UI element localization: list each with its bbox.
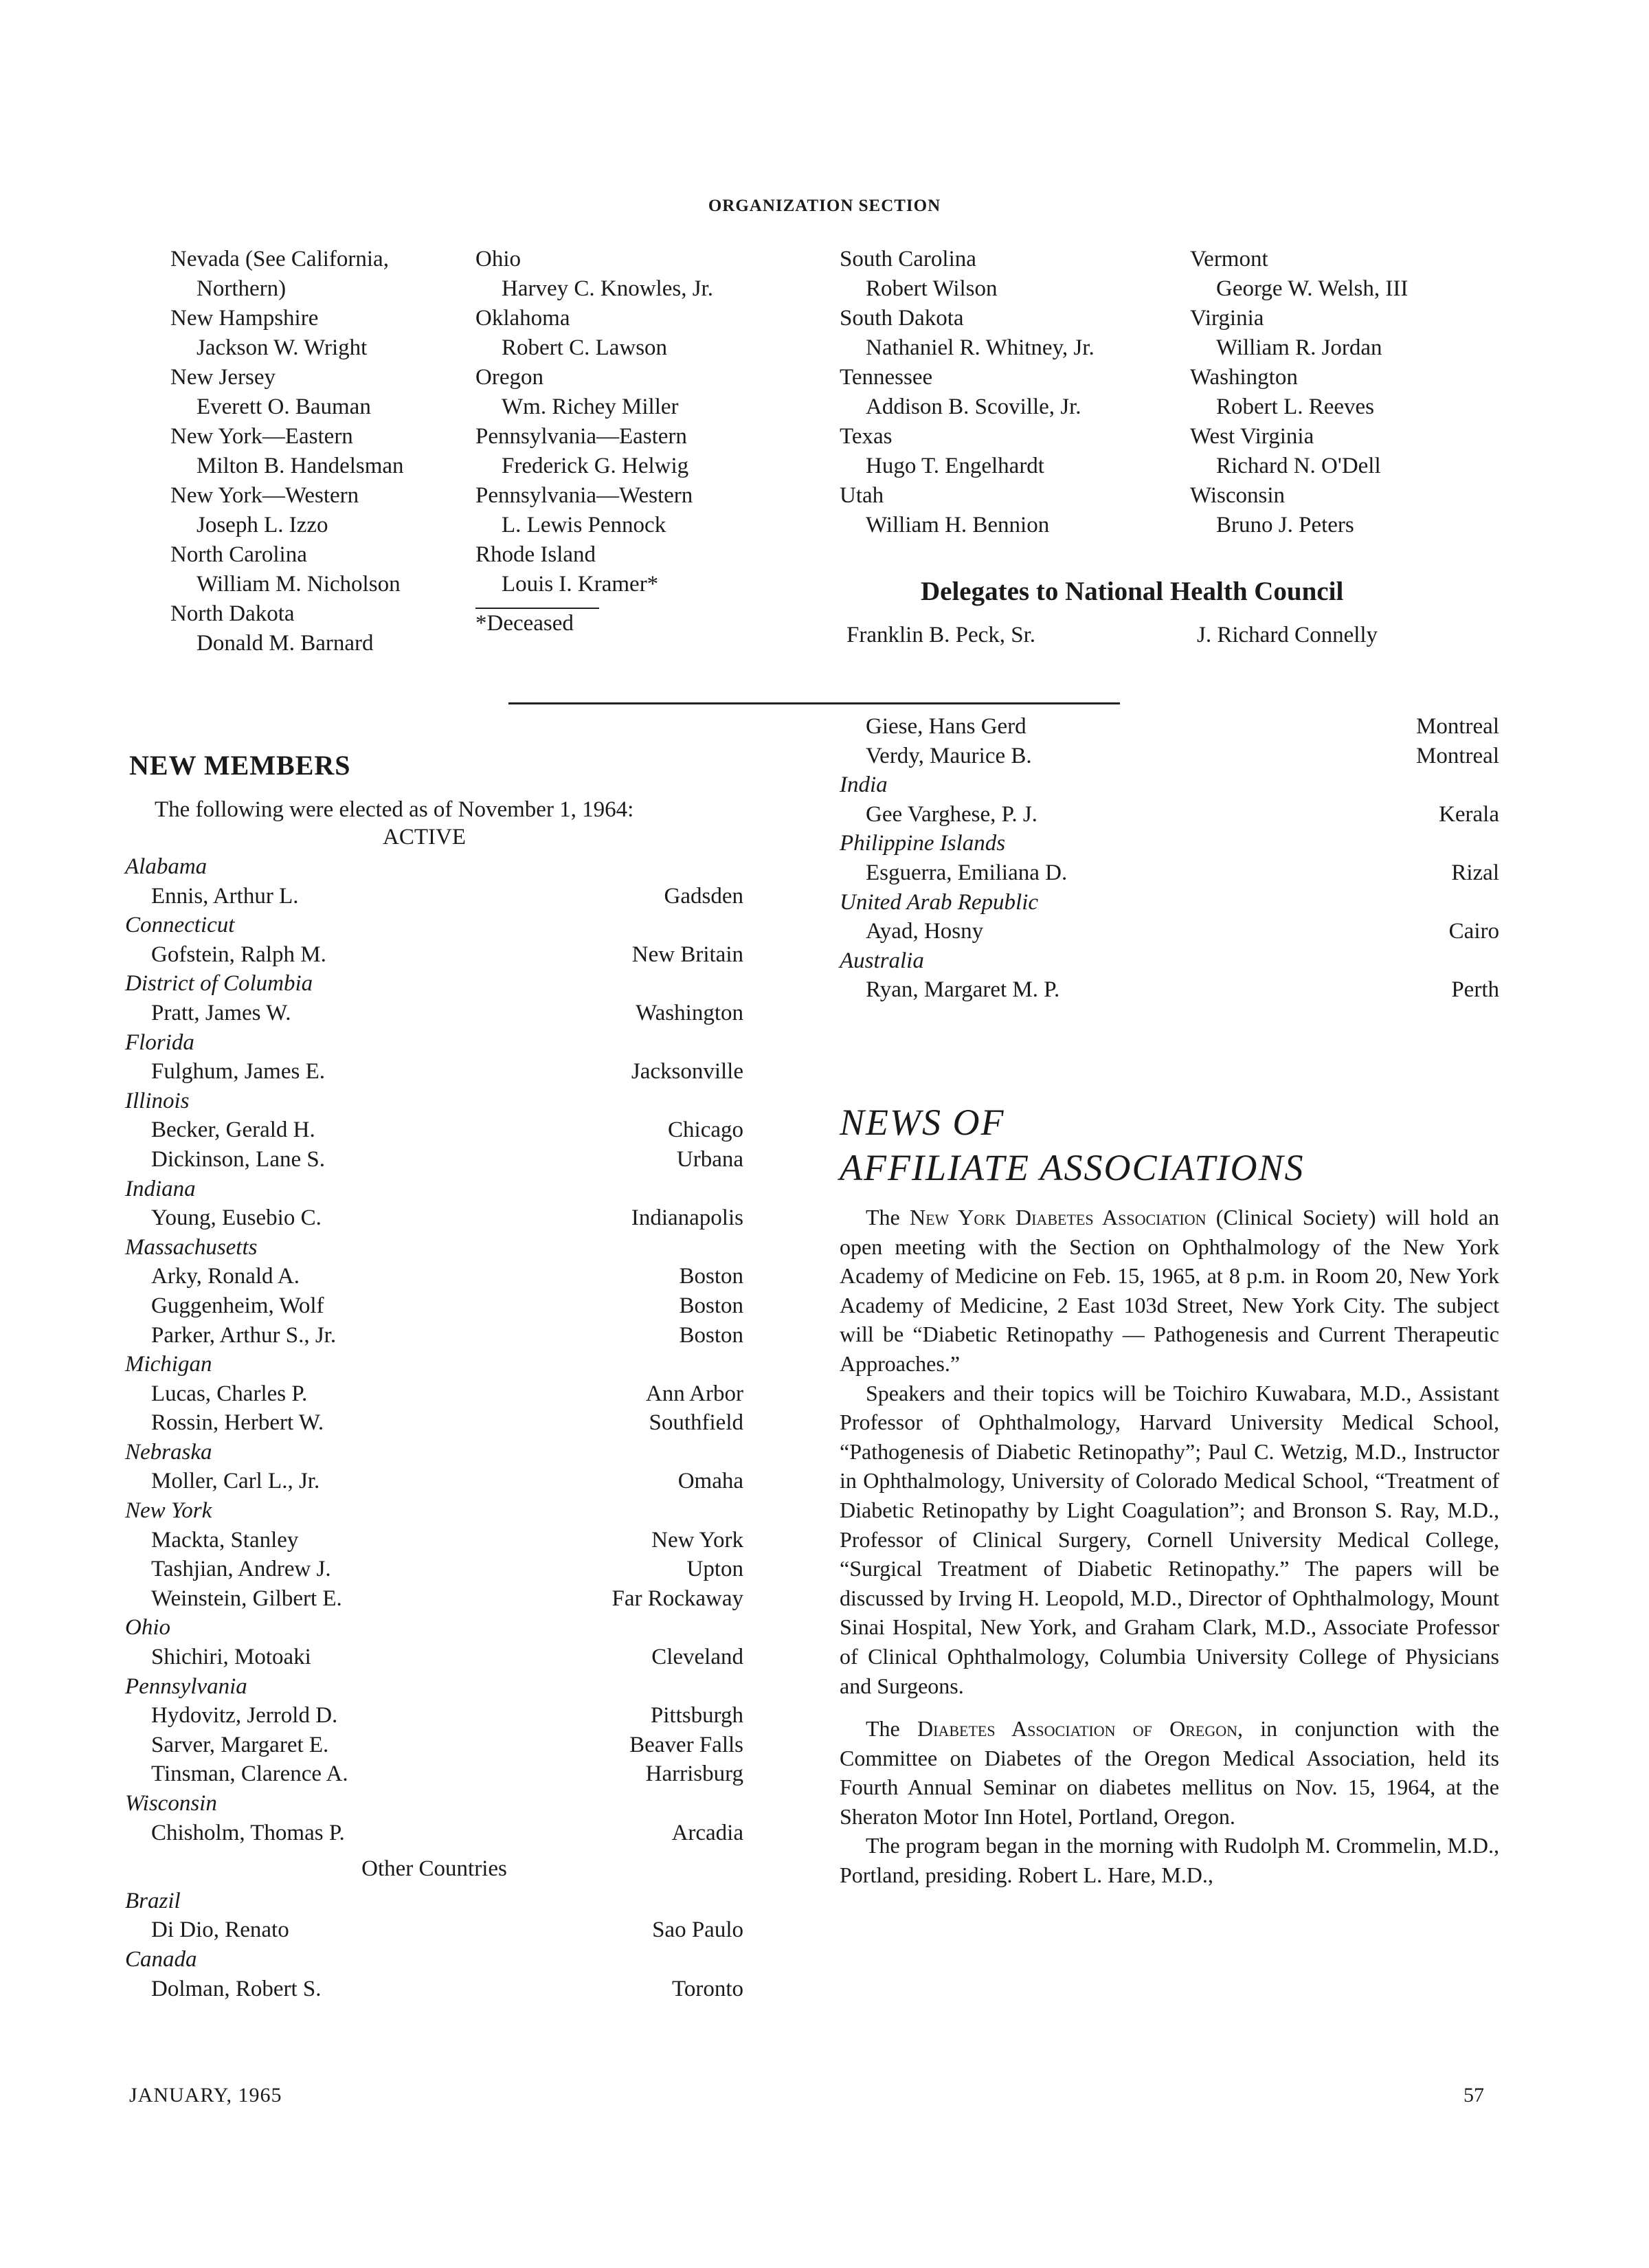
nhc-heading: Delegates to National Health Council <box>921 577 1344 606</box>
member-row <box>125 1555 743 1584</box>
region-heading: Pennsylvania <box>125 1674 247 1699</box>
member-name: Tashjian, Andrew J. <box>151 1557 331 1582</box>
state-name: Washington <box>1190 365 1298 390</box>
member-city: Montreal <box>1416 714 1499 739</box>
member-name: Di Dio, Renato <box>151 1917 289 1943</box>
member-row <box>125 940 743 970</box>
member-row <box>840 858 1499 888</box>
roster-entry <box>475 422 713 481</box>
member-city: Arcadia <box>671 1820 743 1845</box>
member-city: Sao Paulo <box>652 1917 743 1943</box>
member-row <box>125 1819 743 1848</box>
member-city: Urbana <box>676 1146 743 1172</box>
roster-entry <box>1190 304 1408 363</box>
member-name: Hydovitz, Jerrold D. <box>151 1703 338 1728</box>
member-name: Young, Eusebio C. <box>151 1205 322 1231</box>
member-city: Cairo <box>1448 919 1499 944</box>
member-row <box>125 1915 743 1945</box>
representative-name: Joseph L. Izzo <box>197 513 328 537</box>
state-name: Vermont <box>1190 247 1268 271</box>
news-heading <box>840 1100 1304 1190</box>
roster-column-3 <box>840 245 1095 540</box>
member-name: Guggenheim, Wolf <box>151 1293 324 1318</box>
representative-name: Wm. Richey Miller <box>502 394 679 419</box>
member-city: New York <box>651 1527 743 1553</box>
member-city: Jacksonville <box>631 1059 743 1085</box>
other-countries-list <box>840 712 1499 1005</box>
roster-entry <box>475 245 713 304</box>
region-heading: India <box>840 772 888 798</box>
state-name: Oklahoma <box>475 306 570 331</box>
other-countries-label: Other Countries <box>361 1856 507 1882</box>
member-name: Giese, Hans Gerd <box>866 714 1027 739</box>
news-paragraph-1: The New York Diabetes Association (Clinical Society) will hold an open meeting with the Section on Ophthalmology of the New York Academy of Medicine on Feb. 15, 1965, at 8 p.m. in Room 20, New York Academy of Medicine, 2 East 103d Street, New York City. The subject will be “Diabetic Retinopathy — Pathogenesis and Current Therapeutic Approaches.” <box>840 1205 1499 1376</box>
member-city: Chicago <box>668 1118 743 1143</box>
member-row <box>125 1379 743 1409</box>
roster-entry <box>170 481 404 540</box>
member-name: Pratt, James W. <box>151 1000 291 1025</box>
member-name: Tinsman, Clarence A. <box>151 1761 348 1787</box>
member-row <box>125 1701 743 1731</box>
roster-entry <box>475 540 713 599</box>
roster-entry <box>170 599 404 658</box>
region-heading: Massachusetts <box>125 1234 258 1260</box>
representative-name: Robert Wilson <box>866 276 998 301</box>
state-name: Utah <box>840 483 884 508</box>
member-city: Kerala <box>1439 801 1499 827</box>
member-city: Toronto <box>671 1976 743 2001</box>
member-row <box>125 1759 743 1789</box>
state-name: Texas <box>840 424 893 449</box>
state-name: North Carolina <box>170 542 307 567</box>
region-heading: Ohio <box>125 1615 170 1641</box>
state-name: West Virginia <box>1190 424 1314 449</box>
region-heading: Brazil <box>125 1888 181 1913</box>
representative-name: Louis I. Kramer* <box>502 572 659 597</box>
roster-column-2 <box>475 245 713 638</box>
member-row <box>125 1584 743 1614</box>
deceased-footnote: *Deceased <box>475 611 574 636</box>
section-divider <box>508 702 1120 704</box>
representative-name: William R. Jordan <box>1216 335 1382 360</box>
region-heading: Connecticut <box>125 913 235 938</box>
roster-entry <box>1190 245 1408 304</box>
member-city: Upton <box>686 1557 743 1582</box>
member-row <box>125 1408 743 1438</box>
member-row <box>125 1145 743 1175</box>
member-row <box>840 800 1499 830</box>
member-name: Chisholm, Thomas P. <box>151 1820 345 1845</box>
member-city: Gadsden <box>664 883 743 909</box>
representative-name: Bruno J. Peters <box>1216 513 1354 537</box>
roster-entry <box>840 245 1095 304</box>
member-row <box>125 1526 743 1555</box>
member-city: Pittsburgh <box>650 1703 743 1728</box>
state-name: New Jersey <box>170 365 276 390</box>
representative-name: Everett O. Bauman <box>197 394 371 419</box>
member-row <box>840 742 1499 771</box>
roster-entry <box>170 245 404 304</box>
member-row <box>125 1203 743 1233</box>
news-heading-line-2: AFFILIATE ASSOCIATIONS <box>840 1147 1305 1188</box>
region-heading: Indiana <box>125 1176 196 1201</box>
representative-name: Jackson W. Wright <box>197 335 368 360</box>
member-row <box>840 975 1499 1005</box>
member-row <box>125 1262 743 1291</box>
representative-name: William M. Nicholson <box>197 572 401 597</box>
news-body <box>840 1203 1499 1890</box>
region-heading: New York <box>125 1498 212 1524</box>
member-city: Washington <box>636 1000 743 1025</box>
member-name: Ryan, Margaret M. P. <box>866 977 1060 1003</box>
region-heading: Canada <box>125 1946 197 1972</box>
roster-entry <box>1190 481 1408 540</box>
representative-name: Richard N. O'Dell <box>1216 454 1381 478</box>
state-name: Pennsylvania—Western <box>475 483 693 508</box>
representative-name: Milton B. Handelsman <box>197 454 404 478</box>
member-row <box>840 917 1499 946</box>
new-members-intro: The following were elected as of November 1, 1964: <box>155 797 634 822</box>
member-name: Shichiri, Motoaki <box>151 1645 311 1670</box>
roster-entry <box>475 304 713 363</box>
member-city: Far Rockaway <box>612 1586 743 1611</box>
member-name: Gee Varghese, P. J. <box>866 801 1037 827</box>
section-title: ORGANIZATION SECTION <box>708 197 941 215</box>
state-name: New York—Eastern <box>170 424 353 449</box>
nhc-delegate-1: Franklin B. Peck, Sr. <box>846 623 1036 647</box>
new-members-heading: NEW MEMBERS <box>129 750 351 781</box>
member-city: Ann Arbor <box>645 1381 743 1406</box>
member-name: Weinstein, Gilbert E. <box>151 1586 342 1611</box>
news-heading-line-1: NEWS OF <box>840 1102 1005 1143</box>
roster-entry <box>170 540 404 599</box>
state-name: Oregon <box>475 365 543 390</box>
region-heading: Philippine Islands <box>840 831 1006 856</box>
active-label: ACTIVE <box>383 825 466 849</box>
member-row <box>125 1975 743 2004</box>
member-city: Beaver Falls <box>629 1732 743 1757</box>
news-paragraph-4: The program began in the morning with Rudolph M. Crommelin, M.D., Portland, presiding. Robert L. Hare, M.D., <box>840 1833 1499 1888</box>
representative-name: L. Lewis Pennock <box>502 513 666 537</box>
member-name: Arky, Ronald A. <box>151 1264 300 1289</box>
member-name: Lucas, Charles P. <box>151 1381 308 1406</box>
member-city: Boston <box>679 1293 743 1318</box>
member-row <box>125 1467 743 1496</box>
roster-entry <box>1190 422 1408 481</box>
member-city: Southfield <box>649 1410 743 1436</box>
representative-name: Hugo T. Engelhardt <box>866 454 1044 478</box>
representative-name: William H. Bennion <box>866 513 1050 537</box>
member-city: Boston <box>679 1264 743 1289</box>
representative-name: Robert C. Lawson <box>502 335 668 360</box>
member-name: Verdy, Maurice B. <box>866 743 1032 768</box>
state-name: Wisconsin <box>1190 483 1285 508</box>
representative-name: George W. Welsh, III <box>1216 276 1409 301</box>
state-name: Pennsylvania—Eastern <box>475 424 687 449</box>
member-name: Mackta, Stanley <box>151 1527 299 1553</box>
new-members-list <box>125 852 743 2003</box>
member-name: Gofstein, Ralph M. <box>151 942 326 967</box>
member-city: Montreal <box>1416 743 1499 768</box>
member-name: Ennis, Arthur L. <box>151 883 299 909</box>
representative-name: Northern) <box>197 276 287 301</box>
member-city: Omaha <box>677 1469 743 1494</box>
org-name: Diabetes Association of Oregon <box>917 1716 1238 1742</box>
member-name: Ayad, Hosny <box>866 919 984 944</box>
member-row <box>125 882 743 911</box>
representative-name: Frederick G. Helwig <box>502 454 689 478</box>
state-name: New York—Western <box>170 483 359 508</box>
region-heading: Illinois <box>125 1088 190 1113</box>
roster-column-1 <box>170 245 404 658</box>
member-row <box>125 1291 743 1321</box>
nhc-delegate-2: J. Richard Connelly <box>1197 623 1378 647</box>
roster-entry <box>840 422 1095 481</box>
member-name: Dickinson, Lane S. <box>151 1146 325 1172</box>
news-paragraph-2: Speakers and their topics will be Toichiro Kuwabara, M.D., Assistant Professor of Ophthalmology, Harvard University Medical School, “Pathogenesis of Diabetic Retinopathy”; Paul C. Wetzig, M.D., Instructor in Ophthalmology, University of Colorado Medical School, “Treatment of Diabetic Retinopathy by Light Coagulation”; and Bronson S. Ray, M.D., Professor of Clinical Surgery, Cornell University Medical College, “Surgical Treatment of Diabetic Retinopathy.” The papers will be discussed by Irving H. Leopold, M.D., Director of Ophthalmology, Mount Sinai Hospital, New York, and Graham Clark, M.D., Associate Professor of Clinical Ophthalmology, Columbia University College of Physicians and Surgeons. <box>840 1380 1499 1698</box>
state-name: New Hampshire <box>170 306 319 331</box>
member-city: Perth <box>1451 977 1499 1003</box>
roster-entry <box>475 363 713 422</box>
region-heading: Wisconsin <box>125 1791 217 1816</box>
roster-entry <box>170 304 404 363</box>
state-name: Virginia <box>1190 306 1264 331</box>
roster-column-4 <box>1190 245 1408 540</box>
org-name: New York Diabetes Association <box>909 1205 1207 1230</box>
state-name: Tennessee <box>840 365 933 390</box>
representative-name: Robert L. Reeves <box>1216 394 1375 419</box>
member-city: Boston <box>679 1322 743 1348</box>
member-name: Dolman, Robert S. <box>151 1976 322 2001</box>
page-number: 57 <box>1463 2084 1484 2106</box>
member-city: New Britain <box>631 942 743 967</box>
region-heading: Florida <box>125 1030 194 1055</box>
roster-entry <box>1190 363 1408 422</box>
footer-issue: JANUARY, 1965 <box>129 2084 282 2106</box>
state-name: North Dakota <box>170 601 295 626</box>
state-name: Nevada (See California, <box>170 247 389 271</box>
member-row <box>125 1643 743 1672</box>
roster-entry <box>170 363 404 422</box>
state-name: South Dakota <box>840 306 964 331</box>
member-row <box>125 1057 743 1087</box>
roster-entry <box>475 481 713 540</box>
member-city: Rizal <box>1451 860 1499 885</box>
member-row <box>840 712 1499 742</box>
state-name: South Carolina <box>840 247 976 271</box>
member-row <box>125 1115 743 1145</box>
member-name: Sarver, Margaret E. <box>151 1732 329 1757</box>
state-name: Ohio <box>475 247 521 271</box>
news-paragraph-3: The Diabetes Association of Oregon, in conjunction with the Committee on Diabetes of the Oregon Medical Association, held its Fourth Annual Seminar on diabetes mellitus on Nov. 15, 1964, at the Sheraton Motor Inn Hotel, Portland, Oregon. <box>840 1716 1500 1829</box>
region-heading: District of Columbia <box>125 971 313 997</box>
member-name: Becker, Gerald H. <box>151 1118 315 1143</box>
member-name: Parker, Arthur S., Jr. <box>151 1322 337 1348</box>
representative-name: Addison B. Scoville, Jr. <box>866 394 1081 419</box>
representative-name: Donald M. Barnard <box>197 631 374 656</box>
member-city: Indianapolis <box>631 1205 743 1231</box>
member-row <box>125 999 743 1028</box>
roster-entry <box>170 422 404 481</box>
member-row <box>125 1321 743 1350</box>
region-heading: Michigan <box>125 1352 212 1377</box>
state-name: Rhode Island <box>475 542 596 567</box>
region-heading: Australia <box>840 948 924 973</box>
member-name: Rossin, Herbert W. <box>151 1410 324 1436</box>
member-row <box>125 1731 743 1760</box>
region-heading: Nebraska <box>125 1439 212 1465</box>
member-name: Moller, Carl L., Jr. <box>151 1469 320 1494</box>
member-name: Esguerra, Emiliana D. <box>866 860 1068 885</box>
roster-entry <box>840 481 1095 540</box>
representative-name: Harvey C. Knowles, Jr. <box>502 276 713 301</box>
representative-name: Nathaniel R. Whitney, Jr. <box>866 335 1095 360</box>
region-heading: United Arab Republic <box>840 889 1039 915</box>
member-city: Harrisburg <box>645 1761 743 1787</box>
member-name: Fulghum, James E. <box>151 1059 325 1085</box>
member-city: Cleveland <box>651 1645 743 1670</box>
roster-entry <box>840 304 1095 363</box>
region-heading: Alabama <box>125 854 207 879</box>
roster-entry <box>840 363 1095 422</box>
